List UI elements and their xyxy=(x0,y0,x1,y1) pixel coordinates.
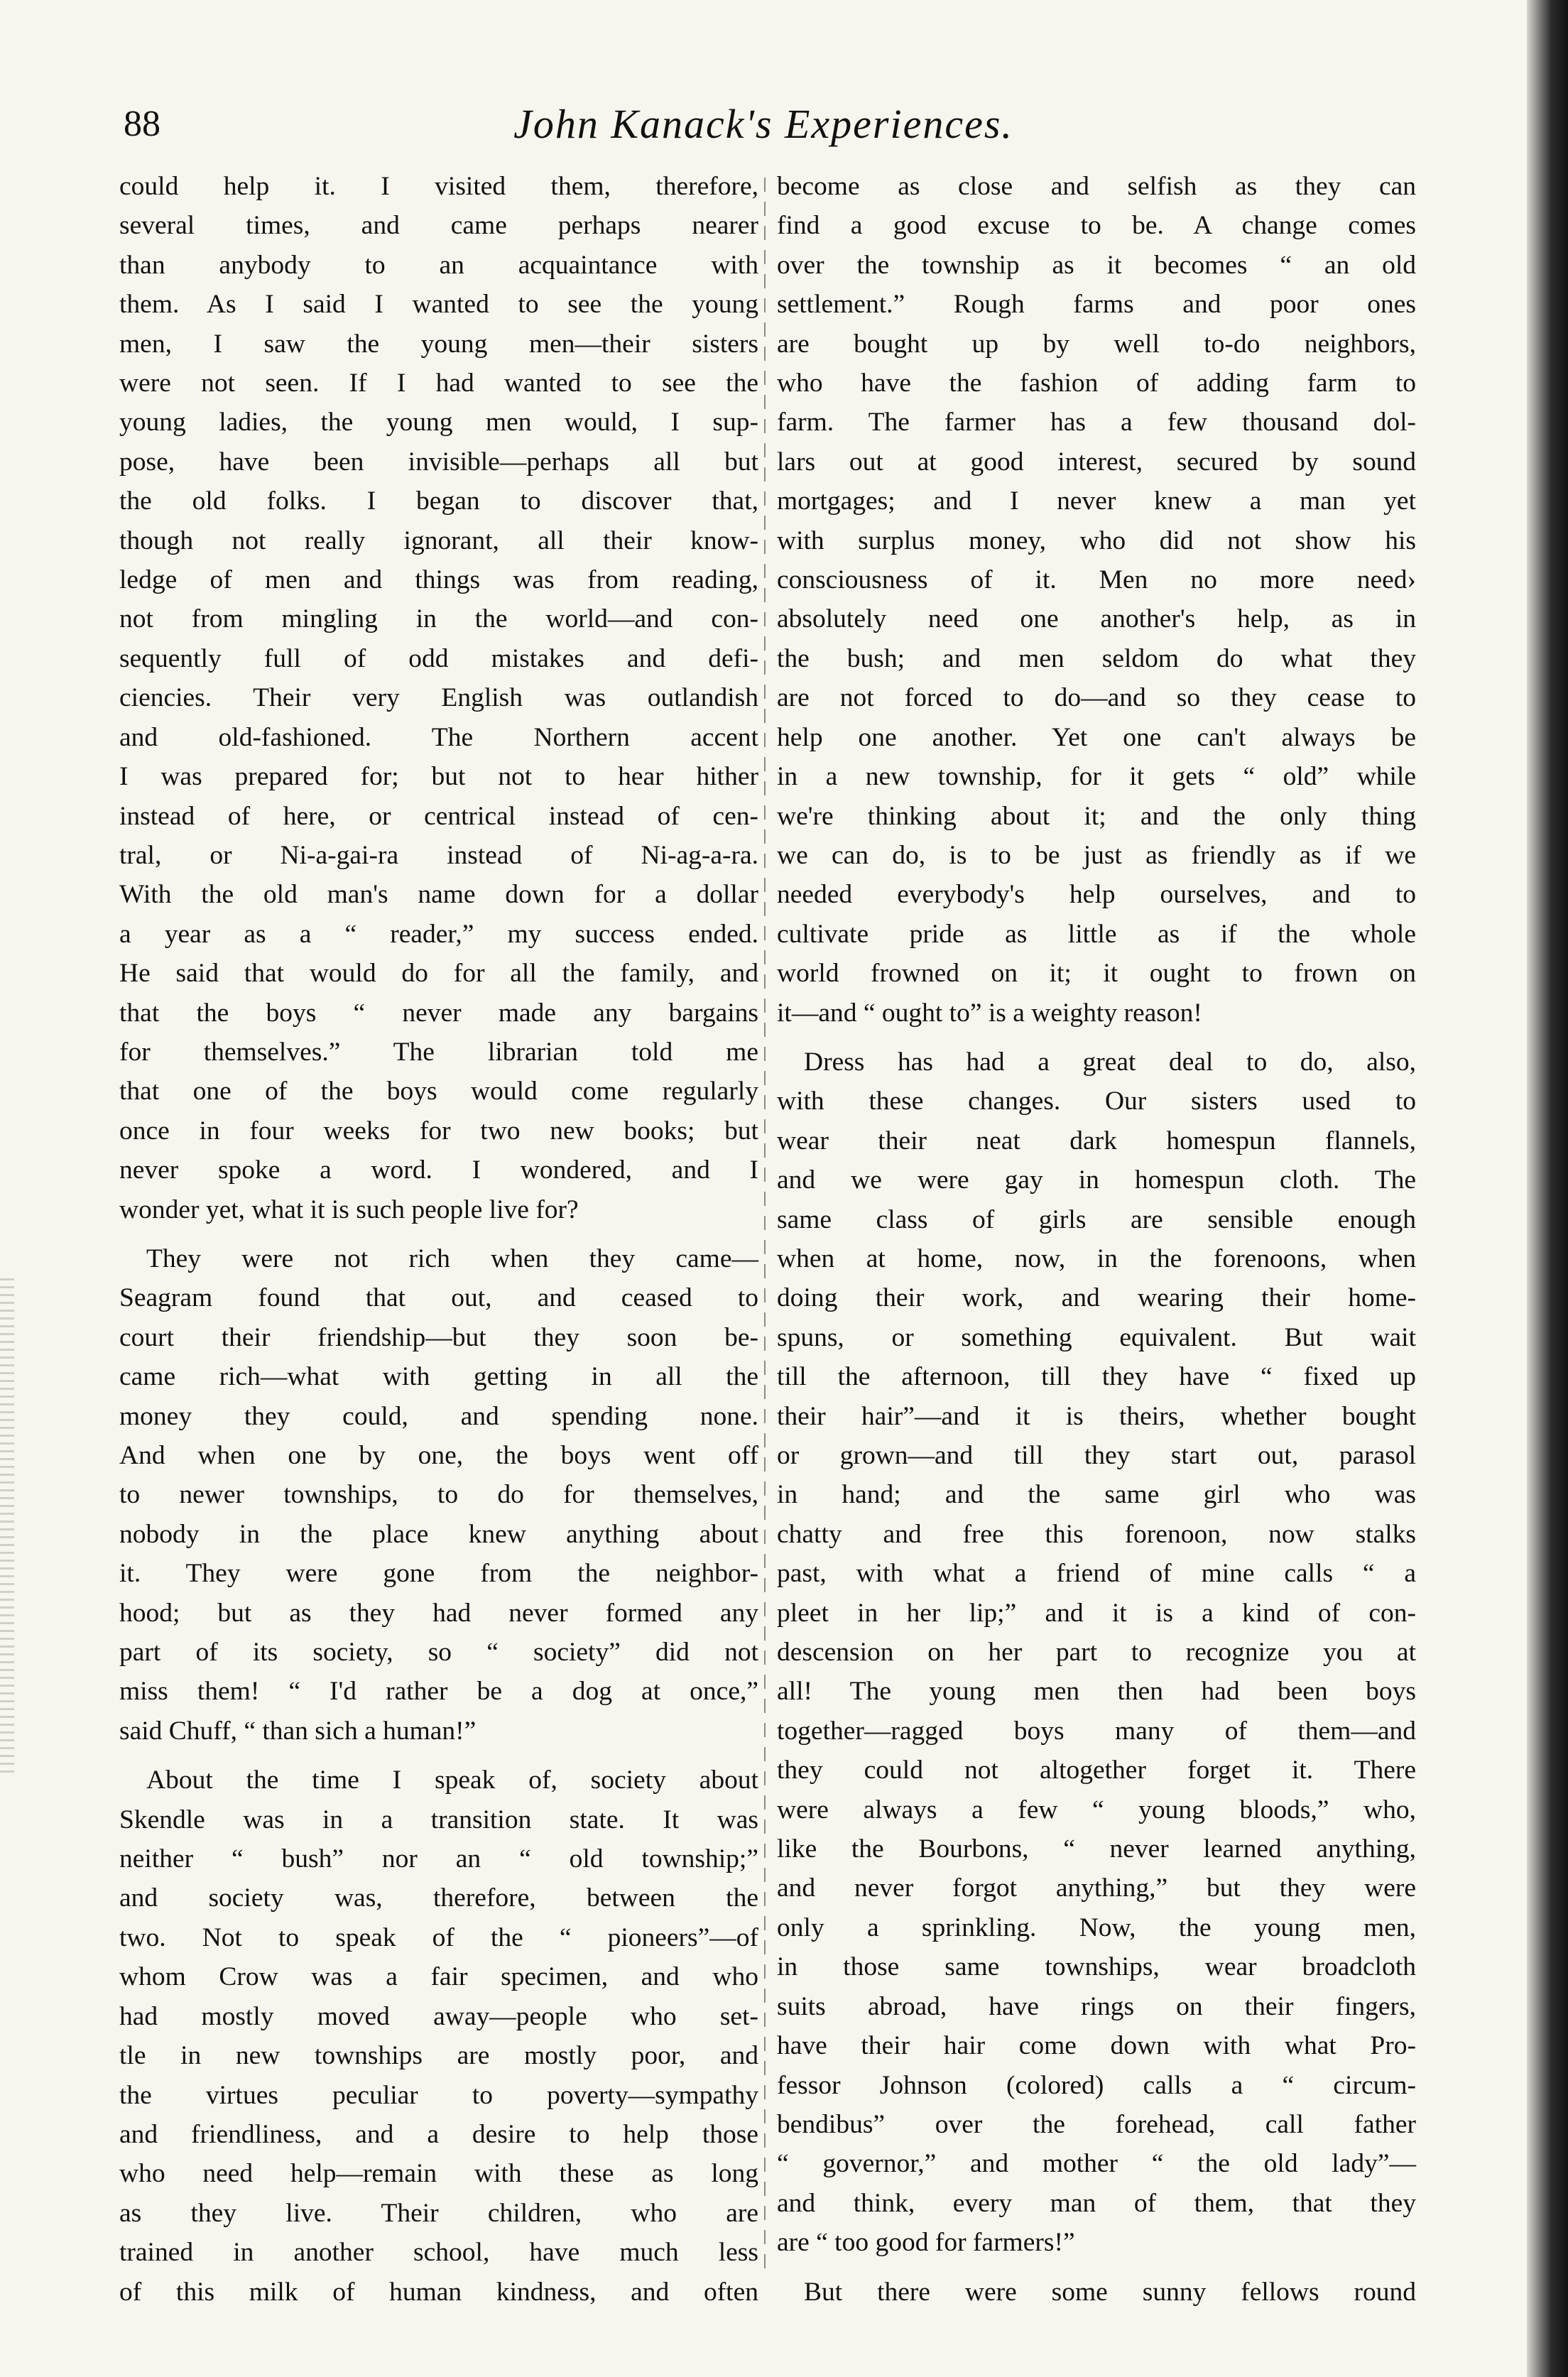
text-line: together—ragged boys many of them—and xyxy=(777,1716,1416,1746)
text-line: lars out at good interest, secured by sound xyxy=(777,447,1416,477)
running-title: John Kanack's Experiences. xyxy=(513,101,1013,147)
text-line: with these changes. Our sisters used to xyxy=(777,1087,1416,1116)
text-line: court their friendship—but they soon be- xyxy=(119,1322,758,1352)
text-line: same class of girls are sensible enough xyxy=(777,1204,1416,1234)
text-line: mortgages; and I never knew a man yet xyxy=(777,486,1416,516)
text-line: of this milk of human kindness, and often xyxy=(119,2277,758,2307)
text-line: consciousness of it. Men no more need› xyxy=(777,565,1416,595)
text-line: and society was, therefore, between the xyxy=(119,1883,758,1913)
text-line: that one of the boys would come regularly xyxy=(119,1077,758,1106)
text-line: fessor Johnson (colored) calls a “ circum- xyxy=(777,2070,1416,2100)
scan-binding-shadow xyxy=(1527,0,1568,2377)
text-line: that the boys “ never made any bargains xyxy=(119,998,758,1028)
text-line: young ladies, the young men would, I sup- xyxy=(119,408,758,437)
text-line: doing their work, and wearing their home- xyxy=(777,1283,1416,1313)
scan-edge-speckle xyxy=(0,1278,14,1775)
text-line: absolutely need one another's help, as in xyxy=(777,604,1416,634)
text-line: part of its society, so “ society” did not xyxy=(119,1638,758,1668)
text-line: the old folks. I began to discover that, xyxy=(119,486,758,516)
text-line: help one another. Yet one can't always be xyxy=(777,722,1416,752)
text-line: who have the fashion of adding farm to xyxy=(777,369,1416,398)
text-line: suits abroad, have rings on their fingers, xyxy=(777,1991,1416,2021)
text-line: are “ too good for farmers!” xyxy=(777,2228,1075,2258)
text-line: become as close and selfish as they can xyxy=(777,172,1416,201)
text-line: though not really ignorant, all their know- xyxy=(119,526,758,555)
text-line: in hand; and the same girl who was xyxy=(777,1480,1416,1510)
text-line: men, I saw the young men—their sisters xyxy=(119,329,758,359)
text-line: chatty and free this forenoon, now stalks xyxy=(777,1519,1416,1549)
text-line: find a good excuse to be. A change comes xyxy=(777,211,1416,241)
text-line: the virtues peculiar to poverty—sympathy xyxy=(119,2080,758,2110)
text-line: needed everybody's help ourselves, and to xyxy=(777,880,1416,910)
text-line: they could not altogether forget it. There xyxy=(777,1756,1416,1785)
text-line: nobody in the place knew anything about xyxy=(119,1519,758,1549)
text-line: past, with what a friend of mine calls “ a xyxy=(777,1559,1416,1589)
text-line: world frowned on it; it ought to frown on xyxy=(777,959,1416,989)
text-line: cultivate pride as little as if the whole xyxy=(777,919,1416,949)
text-line: neither “ bush” nor an “ old township;” xyxy=(119,1844,758,1874)
text-line: we can do, is to be just as friendly as if we xyxy=(777,840,1416,870)
text-line: whom Crow was a fair specimen, and who xyxy=(119,1962,758,1992)
text-line: wonder yet, what it is such people live for? xyxy=(119,1195,579,1224)
text-line: They were not rich when they came— xyxy=(146,1244,758,1273)
text-line: and think, every man of them, that they xyxy=(777,2188,1416,2218)
left-text-column xyxy=(119,167,758,2312)
text-line: a year as a “ reader,” my success ended. xyxy=(119,919,758,949)
text-line: for themselves.” The librarian told me xyxy=(119,1037,758,1067)
text-line: and we were gay in homespun cloth. The xyxy=(777,1165,1416,1195)
text-line: trained in another school, have much less xyxy=(119,2238,758,2268)
text-line: wear their neat dark homespun flannels, xyxy=(777,1126,1416,1155)
text-line: all! The young men then had been boys xyxy=(777,1677,1416,1707)
text-line: said Chuff, “ than sich a human!” xyxy=(119,1716,477,1746)
text-line: But there were some sunny fellows round xyxy=(804,2277,1416,2307)
text-line: or grown—and till they start out, parasol xyxy=(777,1441,1416,1470)
text-line: came rich—what with getting in all the xyxy=(119,1362,758,1392)
text-line: as they live. Their children, who are xyxy=(119,2198,758,2228)
text-line: bendibus” over the forehead, call father xyxy=(777,2109,1416,2139)
text-line: money they could, and spending none. xyxy=(119,1401,758,1431)
text-line: instead of here, or centrical instead of cen- xyxy=(119,801,758,831)
text-line: never spoke a word. I wondered, and I xyxy=(119,1155,758,1185)
text-line: it. They were gone from the neighbor- xyxy=(119,1559,758,1589)
text-line: once in four weeks for two new books; but xyxy=(119,1116,758,1146)
text-line: to newer townships, to do for themselves, xyxy=(119,1480,758,1510)
text-line: it—and “ ought to” is a weighty reason! xyxy=(777,998,1202,1028)
text-line: pose, have been invisible—perhaps all but xyxy=(119,447,758,477)
text-line: About the time I speak of, society about xyxy=(146,1766,758,1795)
right-text-column xyxy=(777,167,1416,2312)
text-line: are not forced to do—and so they cease to xyxy=(777,683,1416,713)
text-line: sequently full of odd mistakes and defi- xyxy=(119,643,758,673)
text-line: descension on her part to recognize you at xyxy=(777,1638,1416,1668)
text-line: several times, and came perhaps nearer xyxy=(119,211,758,241)
text-line: the bush; and men seldom do what they xyxy=(777,643,1416,673)
text-line: them. As I said I wanted to see the young xyxy=(119,290,758,320)
text-line: had mostly moved away—people who set- xyxy=(119,2001,758,2031)
text-line: were not seen. If I had wanted to see the xyxy=(119,369,758,398)
text-line: and friendliness, and a desire to help those xyxy=(119,2119,758,2149)
text-line: till the afternoon, till they have “ fixed up xyxy=(777,1362,1416,1392)
text-line: And when one by one, the boys went off xyxy=(119,1441,758,1470)
page-header xyxy=(107,92,1420,156)
text-line: Seagram found that out, and ceased to xyxy=(119,1283,758,1313)
text-line: two. Not to speak of the “ pioneers”—of xyxy=(119,1922,758,1952)
text-line: we're thinking about it; and the only thing xyxy=(777,801,1416,831)
text-line: spuns, or something equivalent. But wait xyxy=(777,1322,1416,1352)
text-line: like the Bourbons, “ never learned anything, xyxy=(777,1834,1416,1864)
text-line: Skendle was in a transition state. It was xyxy=(119,1805,758,1834)
text-line: over the township as it becomes “ an old xyxy=(777,250,1416,280)
column-divider xyxy=(764,178,766,2273)
text-line: “ governor,” and mother “ the old lady”— xyxy=(777,2149,1416,2179)
text-line: are bought up by well to-do neighbors, xyxy=(777,329,1416,359)
text-line: only a sprinkling. Now, the young men, xyxy=(777,1913,1416,1942)
text-line: than anybody to an acquaintance with xyxy=(119,250,758,280)
text-line: ledge of men and things was from reading, xyxy=(119,565,758,595)
text-line: Dress has had a great deal to do, also, xyxy=(804,1047,1416,1077)
text-line: farm. The farmer has a few thousand dol- xyxy=(777,408,1416,437)
text-line: tle in new townships are mostly poor, and xyxy=(119,2041,758,2071)
text-line: settlement.” Rough farms and poor ones xyxy=(777,290,1416,320)
text-line: when at home, now, in the forenoons, when xyxy=(777,1244,1416,1273)
text-line: He said that would do for all the family, and xyxy=(119,959,758,989)
text-line: and old-fashioned. The Northern accent xyxy=(119,722,758,752)
text-line: miss them! “ I'd rather be a dog at once,” xyxy=(119,1677,758,1707)
text-line: with surplus money, who did not show his xyxy=(777,526,1416,555)
text-line: tral, or Ni-a-gai-ra instead of Ni-ag-a-ra. xyxy=(119,840,758,870)
text-line: hood; but as they had never formed any xyxy=(119,1598,758,1628)
text-line: ciencies. Their very English was outlandish xyxy=(119,683,758,713)
text-line: pleet in her lip;” and it is a kind of con- xyxy=(777,1598,1416,1628)
text-line: were always a few “ young bloods,” who, xyxy=(777,1795,1416,1824)
text-line: in those same townships, wear broadcloth xyxy=(777,1952,1416,1982)
text-line: not from mingling in the world—and con- xyxy=(119,604,758,634)
text-line: With the old man's name down for a dollar xyxy=(119,880,758,910)
page-number: 88 xyxy=(124,104,160,144)
text-line: who need help—remain with these as long xyxy=(119,2159,758,2189)
text-line: could help it. I visited them, therefore, xyxy=(119,172,758,201)
text-line: have their hair come down with what Pro- xyxy=(777,2031,1416,2061)
text-line: their hair”—and it is theirs, whether bought xyxy=(777,1401,1416,1431)
text-line: I was prepared for; but not to hear hither xyxy=(119,762,758,792)
text-line: in a new township, for it gets “ old” while xyxy=(777,762,1416,792)
text-line: and never forgot anything,” but they were xyxy=(777,1873,1416,1903)
